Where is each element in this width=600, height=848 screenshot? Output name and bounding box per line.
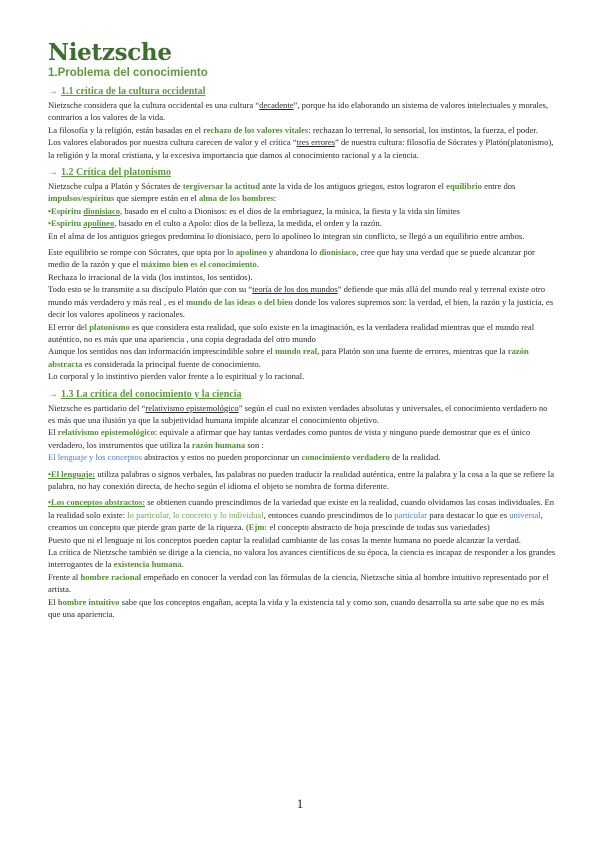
- subsection-heading-1-1: → 1.1 crítica de la cultura occidental: [48, 86, 206, 97]
- subsection-heading-1-2: → 1.2 Crítica del platonismo: [48, 167, 171, 179]
- bullet-item: •El lenguaje: utiliza palabras o signos verbales, las palabras no pueden traducir la realidad auténtica, entre la palabra y la cosa a la que se refiere la palabra, no hay conexión directa, de hecho según el idioma el objeto se nombra de forma diferente.: [48, 468, 555, 491]
- paragraph: La filosofía y la religión, están basadas en el rechazo de los valores vitales: rechazan lo terrenal, lo sensorial, los instintos, la fuerza, el poder.: [48, 124, 538, 135]
- document-page: [48, 40, 556, 620]
- arrow-icon: →: [48, 167, 58, 179]
- paragraph: Nietzsche culpa a Platón y Sócrates de tergiversar la actitud ante la vida de los antiguos griegos, estos lograron el equilibrio entre dos impulsos/espíritus que siempre están en el alma de los hombres:: [48, 181, 516, 204]
- subsection-heading-1-3: → 1.3 La crítica del conocimiento y la ciencia: [48, 388, 242, 400]
- paragraph: El hombre intuitivo sabe que los conceptos engañan, acepta la vida y la existencia tal y como son, cuando desarrolla su arte sabe que no es más que una apariencia.: [48, 596, 545, 620]
- paragraph: Los valores elaborados por nuestra cultura carecen de valor y el crítica “tres errores” de nuestra cultura: filosofía de Sócrates y Platón(platonismo), la religión y la moral cristiana, y la excesiva importancia que damos al conocimiento racional y a la ciencia.: [48, 137, 554, 160]
- paragraph: Nietzsche considera que la cultura occidental es una cultura “decadente”, porque ha ido elaborando un sistema de valores intelectuales y morales, contrarios a los valores de la vida.: [48, 100, 549, 123]
- page-number: 1: [296, 796, 304, 811]
- paragraph: Este equilibrio se rompe con Sócrates, que opta por lo apolíneo y abandona lo dionisiaco, cree que hay una verdad que se puede alcanzar por medio de la razón y que el máximo bien es el conocimiento.: [48, 247, 535, 270]
- paragraph: El error del platonismo es que considera esta realidad, que solo existe en la imaginación, es la verdadera realidad mientras que el mundo real auténtico, no es más que una apariencia , una copia degradada del otro mundo: [48, 321, 535, 344]
- arrow-icon: →: [48, 86, 58, 97]
- paragraph: Rechaza lo irracional de la vida (los instintos, los sentidos).: [48, 271, 253, 282]
- arrow-icon: →: [48, 388, 58, 400]
- paragraph: Puesto que ni el lenguaje ni los conceptos pueden captar la realidad cambiante de las cosas la mente humana no puede alcanzar la verdad.: [48, 534, 521, 545]
- paragraph: Nietzsche es partidario del “relativismo epistemológico” según el cual no existen verdades absolutas y universales, el conocimiento verdadero no es más que una ilusión ya que la subjetividad humana impide alcanzar el conocimiento objetivo.: [48, 402, 548, 425]
- paragraph: Lo corporal y lo instintivo pierden valor frente a lo espiritual y lo racional.: [48, 371, 305, 382]
- document-title: Nietzsche: [48, 39, 172, 66]
- paragraph: El relativismo epistemológico: equivale a afirmar que hay tantas verdades como puntos de vista y ninguno puede demostrar que es el único verdadero, los instrumentos que utiliza la razón humana son :: [48, 427, 531, 450]
- section-heading-1: 1.Problema del conocimiento: [48, 67, 208, 79]
- bullet-item: •Espíritu dionisiaco, basado en el culto a Dionisos: es el dios de la embriaguez, la música, la fiesta y la vida sin límites: [48, 205, 460, 216]
- paragraph: Todo esto se lo transmite a su discípulo Platón que con su “teoría de los dos mundos” defiende que más allá del mundo real y terrenal existe otro mundo más verdadero y más real , es el mundo de las ideas o del bien donde los valores supremos son: la verdad, el bien, la razón y la justicia, es decir los valores apolíneos y racionales.: [48, 284, 554, 320]
- paragraph: El lenguaje y los conceptos abstractos y estos no pueden proporcionar un conocimiento verdadero de la realidad.: [48, 452, 441, 463]
- paragraph: Frente al hombre racional empeñado en conocer la verdad con las fórmulas de la ciencia, Nietzsche sitúa al hombre intuitivo representado por el artista.: [48, 571, 549, 595]
- paragraph: En el alma de los antiguos griegos predomina lo dionisiaco, pero lo apolíneo lo integran sin conflicto, se llegó a un equilibrio entre ambos.: [48, 230, 525, 241]
- paragraph: La crítica de Nietzsche también se dirige a la ciencia, no valora los avances científicos de su época, la ciencia es incapaz de responder a los grandes interrogantes de la existencia humana.: [48, 547, 556, 570]
- bullet-item: •Espíritu apolíneo, basado en el culto a Apolo: dios de la belleza, la medida, el orden y la razón.: [48, 218, 382, 229]
- paragraph: Aunque los sentidos nos dan información imprescindible sobre el mundo real, para Platón son una fuente de errores, mientras que la razón abstracta es considerada la principal fuente de conocimiento.: [48, 346, 529, 369]
- bullet-item: •Los conceptos abstractos: se obtienen cuando prescindimos de la variedad que existe en la realidad, cuando olvidamos las cosas individuales. En la realidad solo existe: lo particular, lo concreto y lo individual, entonces cuando prescindimos de lo particular para destacar lo que es universal, creamos un concepto que pierde gran parte de la riqueza. (Ejm: el concepto abstracto de hoja prescinde de todas sus variedades): [48, 497, 555, 533]
